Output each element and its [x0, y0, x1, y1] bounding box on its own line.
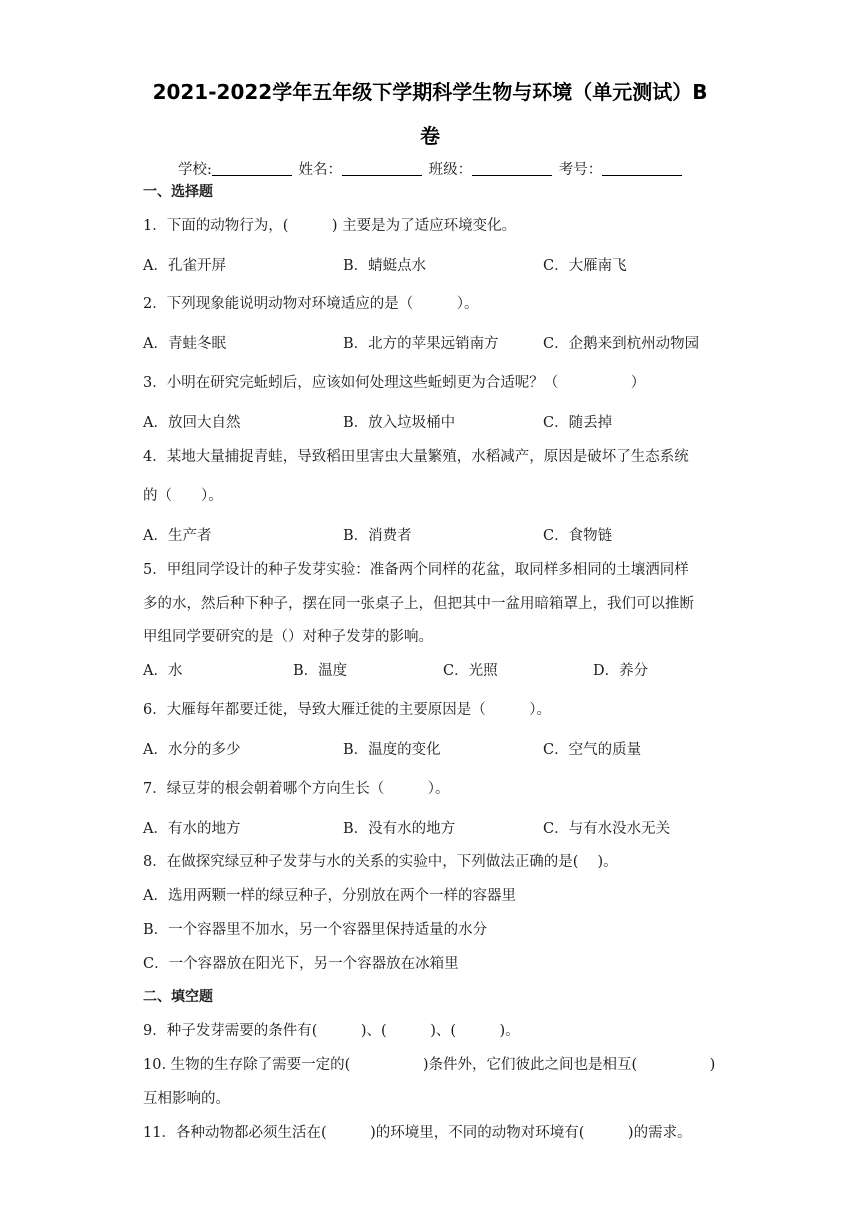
class-label: 班级： — [428, 162, 473, 178]
question-4-option-c: C．食物链 — [543, 528, 613, 544]
question-4-stem-line-1: 4．某地大量捕捉青蛙，导致稻田里害虫大量繁殖，水稻减产，原因是破坏了生态系统 — [143, 449, 689, 465]
question-3-option-a: A．放回大自然 — [143, 415, 241, 431]
question-3-option-b: B．放入垃圾桶中 — [343, 415, 456, 431]
question-3-stem: 3．小明在研究完蚯蚓后，应该如何处理这些蚯蚓更为合适呢？（ ） — [143, 375, 646, 391]
question-5-stem-line-1: 5．甲组同学设计的种子发芽实验：准备两个同样的花盆，取同样多相同的土壤洒同样 — [143, 562, 689, 578]
question-7-option-a: A．有水的地方 — [143, 821, 241, 837]
class-blank[interactable] — [472, 161, 552, 176]
exam-number-blank[interactable] — [602, 161, 682, 176]
question-10-stem-line-2: 互相影响的。 — [143, 1091, 230, 1107]
question-5-option-a: A．水 — [143, 663, 183, 679]
question-5-option-b: B．温度 — [293, 663, 348, 679]
question-9-stem: 9．种子发芽需要的条件有( )、( )、( )。 — [143, 1023, 520, 1039]
school-blank[interactable] — [212, 161, 292, 176]
question-6-option-b: B．温度的变化 — [343, 742, 441, 758]
section-heading-fill-in: 二、填空题 — [143, 989, 213, 1005]
question-6-option-a: A．水分的多少 — [143, 742, 241, 758]
question-1-option-a: A．孔雀开屏 — [143, 258, 226, 274]
question-7-option-b: B．没有水的地方 — [343, 821, 456, 837]
question-2-option-c: C．企鹅来到杭州动物园 — [543, 336, 700, 352]
question-8-option-a: A．选用两颗一样的绿豆种子，分别放在两个一样的容器里 — [143, 888, 516, 904]
student-info-row — [178, 158, 684, 179]
question-8-stem: 8．在做探究绿豆种子发芽与水的关系的实验中，下列做法正确的是( )。 — [143, 854, 618, 870]
question-2-option-b: B．北方的苹果远销南方 — [343, 336, 499, 352]
question-4-option-a: A．生产者 — [143, 528, 212, 544]
question-11-stem: 11．各种动物都必须生活在( )的环境里，不同的动物对环境有( )的需求。 — [143, 1125, 692, 1141]
question-5-stem-line-2: 多的水，然后种下种子，摆在同一张桌子上，但把其中一盆用暗箱罩上，我们可以推断 — [143, 596, 694, 612]
name-blank[interactable] — [342, 161, 422, 176]
question-3-option-c: C．随丢掉 — [543, 415, 613, 431]
question-5-stem-line-3: 甲组同学要研究的是（）对种子发芽的影响。 — [143, 629, 433, 645]
exam-number-label: 考号： — [558, 162, 603, 178]
question-4-stem-line-2: 的（ ）。 — [143, 488, 223, 504]
question-4-option-b: B．消费者 — [343, 528, 412, 544]
school-label: 学校: — [178, 162, 212, 178]
question-7-stem: 7．绿豆芽的根会朝着哪个方向生长（ ）。 — [143, 781, 450, 797]
name-label: 姓名： — [298, 162, 342, 178]
question-7-option-c: C．与有水没水无关 — [543, 821, 671, 837]
exam-title-continued: 卷 — [420, 124, 440, 148]
question-1-stem: 1．下面的动物行为，( ) 主要是为了适应环境变化。 — [143, 218, 517, 234]
question-10-stem-line-1: 10. 生物的生存除了需要一定的( )条件外，它们彼此之间也是相互( ) — [143, 1057, 716, 1073]
question-2-option-a: A．青蛙冬眠 — [143, 336, 226, 352]
question-6-stem: 6．大雁每年都要迁徙，导致大雁迁徙的主要原因是（ ）。 — [143, 702, 551, 718]
question-8-option-b: B．一个容器里不加水，另一个容器里保持适量的水分 — [143, 922, 488, 938]
question-1-option-b: B．蜻蜓点水 — [343, 258, 427, 274]
question-1-option-c: C．大雁南飞 — [543, 258, 627, 274]
section-heading-choice: 一、选择题 — [143, 184, 213, 200]
question-8-option-c: C．一个容器放在阳光下，另一个容器放在冰箱里 — [143, 956, 459, 972]
question-5-option-c: C．光照 — [443, 663, 498, 679]
exam-title: 2021-2022学年五年级下学期科学生物与环境（单元测试）B — [152, 80, 708, 104]
question-6-option-c: C．空气的质量 — [543, 742, 642, 758]
question-5-option-d: D．养分 — [593, 663, 649, 679]
question-2-stem: 2．下列现象能说明动物对环境适应的是（ ）。 — [143, 296, 479, 312]
